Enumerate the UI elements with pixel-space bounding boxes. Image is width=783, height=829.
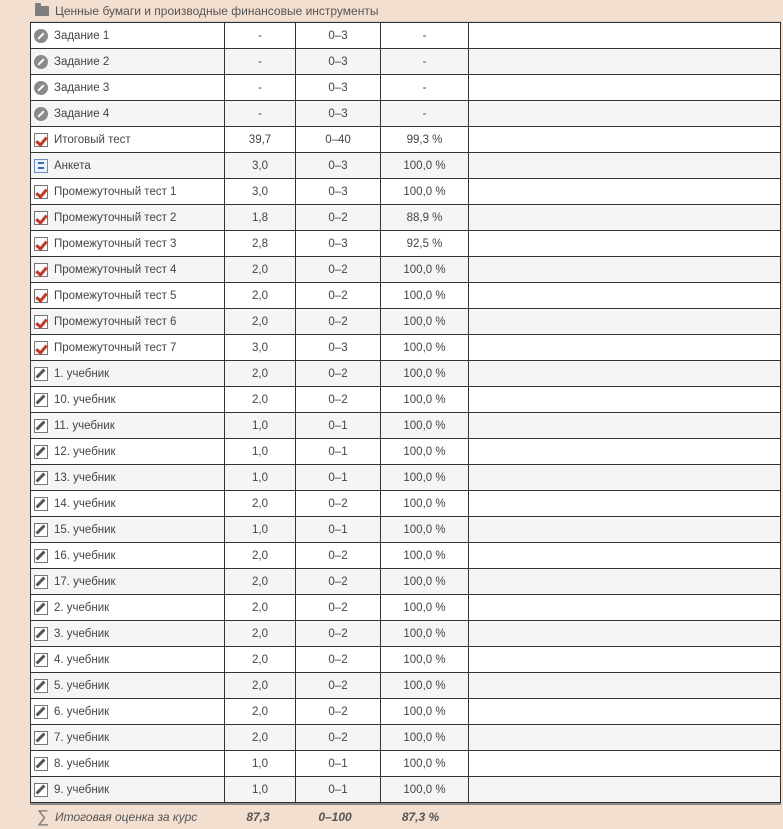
grade-percent: 100,0 % <box>381 361 469 387</box>
grade-percent: 100,0 % <box>381 439 469 465</box>
edit-icon <box>34 783 48 797</box>
table-row <box>31 179 781 205</box>
grade-value: 1,8 <box>225 205 296 231</box>
grade-item-name[interactable]: 1. учебник <box>54 367 110 380</box>
grade-value: 1,0 <box>225 413 296 439</box>
grade-percent: 100,0 % <box>381 465 469 491</box>
table-row <box>31 699 781 725</box>
grade-percent: 100,0 % <box>381 283 469 309</box>
grade-range: 0–3 <box>296 335 381 361</box>
grade-item-name[interactable]: Промежуточный тест 4 <box>54 263 177 276</box>
grade-percent: 100,0 % <box>381 153 469 179</box>
grade-range: 0–2 <box>296 595 381 621</box>
edit-icon <box>34 575 48 589</box>
grade-range: 0–1 <box>296 777 381 803</box>
grade-item-name[interactable]: Задание 3 <box>54 81 110 94</box>
grade-item-cell <box>31 725 225 751</box>
grade-item-cell <box>31 205 225 231</box>
table-row <box>31 673 781 699</box>
grade-value: 1,0 <box>225 439 296 465</box>
grade-range: 0–2 <box>296 543 381 569</box>
grade-percent: 100,0 % <box>381 257 469 283</box>
edit-icon <box>34 497 48 511</box>
grade-feedback <box>469 205 781 231</box>
grade-feedback <box>469 101 781 127</box>
grade-item-name[interactable]: Промежуточный тест 6 <box>54 315 177 328</box>
grade-item-cell <box>31 361 225 387</box>
grade-item-cell <box>31 621 225 647</box>
grade-item-cell <box>31 335 225 361</box>
grade-percent: 100,0 % <box>381 673 469 699</box>
grade-item-name[interactable]: 9. учебник <box>54 783 110 796</box>
edit-icon <box>34 627 48 641</box>
grade-item-cell <box>31 127 225 153</box>
grade-item-name[interactable]: 11. учебник <box>54 419 115 432</box>
grade-item-name[interactable]: Промежуточный тест 5 <box>54 289 177 302</box>
folder-icon <box>35 6 49 16</box>
quiz-icon <box>34 289 48 303</box>
course-total-grade: 87,3 <box>246 810 270 824</box>
grade-value: 2,0 <box>225 699 296 725</box>
grade-feedback <box>469 75 781 101</box>
grade-value: 3,0 <box>225 335 296 361</box>
grade-feedback <box>469 309 781 335</box>
table-row <box>31 413 781 439</box>
edit-icon <box>34 471 48 485</box>
grade-value: 1,0 <box>225 751 296 777</box>
grade-item-name[interactable]: 14. учебник <box>54 497 116 510</box>
table-row <box>31 335 781 361</box>
grade-value: 2,0 <box>225 543 296 569</box>
grade-item-cell <box>31 543 225 569</box>
table-row <box>31 491 781 517</box>
grade-value: 2,0 <box>225 569 296 595</box>
grade-item-cell <box>31 517 225 543</box>
grade-feedback <box>469 23 781 49</box>
grade-feedback <box>469 179 781 205</box>
grade-item-name[interactable]: Задание 2 <box>54 55 110 68</box>
grade-item-cell <box>31 569 225 595</box>
table-row <box>31 153 781 179</box>
grade-item-cell <box>31 387 225 413</box>
grade-percent: - <box>381 23 469 49</box>
grade-item-cell <box>31 75 225 101</box>
grade-item-cell <box>31 595 225 621</box>
edit-icon <box>34 653 48 667</box>
grade-value: 2,0 <box>225 283 296 309</box>
grade-item-name[interactable]: 16. учебник <box>54 549 116 562</box>
table-row <box>31 465 781 491</box>
quiz-icon <box>34 211 48 225</box>
grade-feedback <box>469 439 781 465</box>
grade-feedback <box>469 387 781 413</box>
table-row <box>31 725 781 751</box>
grade-value: 2,0 <box>225 595 296 621</box>
grade-item-name[interactable]: 5. учебник <box>54 679 110 692</box>
table-row <box>31 75 781 101</box>
grade-feedback <box>469 413 781 439</box>
table-row <box>31 569 781 595</box>
grade-range: 0–3 <box>296 49 381 75</box>
grade-range: 0–3 <box>296 75 381 101</box>
table-row <box>31 283 781 309</box>
grade-percent: 92,5 % <box>381 231 469 257</box>
quiz-icon <box>34 237 48 251</box>
grade-item-cell <box>31 413 225 439</box>
grade-item-name[interactable]: Промежуточный тест 3 <box>54 237 177 250</box>
table-row <box>31 257 781 283</box>
grade-feedback <box>469 725 781 751</box>
edit-icon <box>34 393 48 407</box>
grade-item-name[interactable]: 10. учебник <box>54 393 116 406</box>
grade-feedback <box>469 647 781 673</box>
grade-range: 0–1 <box>296 751 381 777</box>
grade-percent: 100,0 % <box>381 413 469 439</box>
grade-item-name[interactable]: 17. учебник <box>54 575 116 588</box>
grade-range: 0–2 <box>296 205 381 231</box>
grade-percent: 100,0 % <box>381 595 469 621</box>
grade-item-name[interactable]: Промежуточный тест 2 <box>54 211 177 224</box>
course-total-percent: 87,3 % <box>401 810 440 824</box>
edit-icon <box>34 367 48 381</box>
grade-item-name[interactable]: Итоговый тест <box>54 133 131 146</box>
grade-item-name[interactable]: 15. учебник <box>54 523 116 536</box>
grade-percent: - <box>381 49 469 75</box>
category-title: Ценные бумаги и производные финансовые инструменты <box>55 3 379 18</box>
grade-item-name[interactable]: Промежуточный тест 7 <box>54 341 177 354</box>
edit-icon <box>34 757 48 771</box>
grade-feedback <box>469 595 781 621</box>
edit-icon <box>34 523 48 537</box>
quiz-icon <box>34 185 48 199</box>
quiz-icon <box>34 341 48 355</box>
category-header <box>30 0 781 22</box>
assignment-icon <box>34 29 48 43</box>
grade-feedback <box>469 543 781 569</box>
grade-range: 0–3 <box>296 23 381 49</box>
grade-percent: 100,0 % <box>381 543 469 569</box>
grade-item-cell <box>31 465 225 491</box>
table-row <box>31 231 781 257</box>
grade-feedback <box>469 465 781 491</box>
grade-feedback <box>469 361 781 387</box>
grade-feedback <box>469 153 781 179</box>
grade-value: 1,0 <box>225 517 296 543</box>
grade-feedback <box>469 673 781 699</box>
grade-item-name[interactable]: 12. учебник <box>54 445 116 458</box>
grade-value: 3,0 <box>225 153 296 179</box>
edit-icon <box>34 705 48 719</box>
grade-item-cell <box>31 101 225 127</box>
table-row <box>31 777 781 803</box>
grade-value: 39,7 <box>225 127 296 153</box>
assignment-icon <box>34 55 48 69</box>
table-row <box>31 23 781 49</box>
grade-value: 1,0 <box>225 465 296 491</box>
grade-feedback <box>469 621 781 647</box>
grade-item-cell <box>31 751 225 777</box>
grade-value: 2,8 <box>225 231 296 257</box>
grade-percent: 100,0 % <box>381 699 469 725</box>
assignment-icon <box>34 107 48 121</box>
grade-item-cell <box>31 309 225 335</box>
grade-range: 0–3 <box>296 231 381 257</box>
grade-value: 1,0 <box>225 777 296 803</box>
grade-feedback <box>469 127 781 153</box>
grade-percent: 100,0 % <box>381 777 469 803</box>
grade-range: 0–1 <box>296 413 381 439</box>
grade-item-cell <box>31 699 225 725</box>
grade-feedback <box>469 335 781 361</box>
quiz-icon <box>34 133 48 147</box>
grade-item-cell <box>31 673 225 699</box>
course-total-range: 0–100 <box>318 810 352 824</box>
grade-percent: 100,0 % <box>381 647 469 673</box>
table-row <box>31 387 781 413</box>
grade-feedback <box>469 491 781 517</box>
grade-item-name[interactable]: Задание 4 <box>54 107 110 120</box>
table-row <box>31 517 781 543</box>
grade-range: 0–2 <box>296 569 381 595</box>
grades-table <box>30 22 781 803</box>
grade-feedback <box>469 283 781 309</box>
grade-item-cell <box>31 257 225 283</box>
grade-item-name[interactable]: 2. учебник <box>54 601 110 614</box>
grade-percent: 100,0 % <box>381 751 469 777</box>
grade-value: - <box>225 49 296 75</box>
grade-item-cell <box>31 153 225 179</box>
survey-icon <box>34 159 48 173</box>
grade-range: 0–2 <box>296 673 381 699</box>
grade-percent: 88,9 % <box>381 205 469 231</box>
grade-percent: 100,0 % <box>381 517 469 543</box>
grade-range: 0–3 <box>296 101 381 127</box>
grade-feedback <box>469 777 781 803</box>
edit-icon <box>34 419 48 433</box>
grade-range: 0–3 <box>296 153 381 179</box>
grade-range: 0–2 <box>296 257 381 283</box>
grade-range: 0–2 <box>296 725 381 751</box>
grade-value: 2,0 <box>225 647 296 673</box>
edit-icon <box>34 549 48 563</box>
grade-percent: 100,0 % <box>381 309 469 335</box>
grade-range: 0–40 <box>296 127 381 153</box>
grade-percent: 100,0 % <box>381 569 469 595</box>
grade-value: - <box>225 75 296 101</box>
grade-range: 0–3 <box>296 179 381 205</box>
grade-item-cell <box>31 23 225 49</box>
table-row <box>31 101 781 127</box>
grade-feedback <box>469 751 781 777</box>
grade-range: 0–1 <box>296 439 381 465</box>
grade-value: 2,0 <box>225 491 296 517</box>
grade-percent: 100,0 % <box>381 491 469 517</box>
grade-item-name[interactable]: 6. учебник <box>54 705 110 718</box>
grade-item-cell <box>31 777 225 803</box>
grade-range: 0–1 <box>296 517 381 543</box>
grade-value: 2,0 <box>225 725 296 751</box>
grade-percent: 99,3 % <box>381 127 469 153</box>
grade-range: 0–2 <box>296 309 381 335</box>
grade-range: 0–1 <box>296 465 381 491</box>
table-row <box>31 309 781 335</box>
grade-item-name[interactable]: 3. учебник <box>54 627 110 640</box>
grade-value: 2,0 <box>225 257 296 283</box>
grade-item-name[interactable]: 7. учебник <box>54 731 110 744</box>
grade-item-cell <box>31 439 225 465</box>
table-row <box>31 595 781 621</box>
grade-percent: 100,0 % <box>381 621 469 647</box>
sigma-icon: ∑ <box>36 807 50 826</box>
grade-report <box>30 0 781 829</box>
table-row <box>31 543 781 569</box>
edit-icon <box>34 445 48 459</box>
grade-item-cell <box>31 179 225 205</box>
grade-value: 2,0 <box>225 309 296 335</box>
grade-feedback <box>469 257 781 283</box>
grade-feedback <box>469 49 781 75</box>
table-row <box>31 127 781 153</box>
grade-range: 0–2 <box>296 387 381 413</box>
grade-percent: 100,0 % <box>381 387 469 413</box>
grade-value: 2,0 <box>225 387 296 413</box>
grade-value: - <box>225 23 296 49</box>
grade-item-cell <box>31 231 225 257</box>
edit-icon <box>34 731 48 745</box>
grade-feedback <box>469 517 781 543</box>
table-row <box>31 647 781 673</box>
grade-range: 0–2 <box>296 361 381 387</box>
grade-value: - <box>225 101 296 127</box>
grade-range: 0–2 <box>296 699 381 725</box>
grade-percent: 100,0 % <box>381 725 469 751</box>
quiz-icon <box>34 263 48 277</box>
grade-item-name[interactable]: Анкета <box>54 159 91 172</box>
grade-range: 0–2 <box>296 491 381 517</box>
grade-percent: - <box>381 75 469 101</box>
table-row <box>31 439 781 465</box>
grade-item-cell <box>31 283 225 309</box>
table-row <box>31 621 781 647</box>
table-row <box>31 49 781 75</box>
table-row <box>31 205 781 231</box>
grade-item-name[interactable]: Задание 1 <box>54 29 110 42</box>
grade-item-name[interactable]: 8. учебник <box>54 757 110 770</box>
grade-value: 2,0 <box>225 673 296 699</box>
course-total-row <box>30 803 781 829</box>
grade-value: 2,0 <box>225 361 296 387</box>
edit-icon <box>34 601 48 615</box>
grade-item-cell <box>31 49 225 75</box>
grade-value: 2,0 <box>225 621 296 647</box>
course-total-label: Итоговая оценка за курс <box>55 810 198 824</box>
grade-item-cell <box>31 647 225 673</box>
grade-percent: 100,0 % <box>381 179 469 205</box>
grade-percent: - <box>381 101 469 127</box>
grade-range: 0–2 <box>296 621 381 647</box>
quiz-icon <box>34 315 48 329</box>
grade-feedback <box>469 699 781 725</box>
grade-value: 3,0 <box>225 179 296 205</box>
grade-range: 0–2 <box>296 647 381 673</box>
grade-range: 0–2 <box>296 283 381 309</box>
grade-feedback <box>469 569 781 595</box>
grade-percent: 100,0 % <box>381 335 469 361</box>
grade-item-name[interactable]: Промежуточный тест 1 <box>54 185 177 198</box>
grade-feedback <box>469 231 781 257</box>
table-row <box>31 751 781 777</box>
table-row <box>31 361 781 387</box>
grade-item-name[interactable]: 4. учебник <box>54 653 110 666</box>
assignment-icon <box>34 81 48 95</box>
grade-item-cell <box>31 491 225 517</box>
edit-icon <box>34 679 48 693</box>
grade-item-name[interactable]: 13. учебник <box>54 471 116 484</box>
